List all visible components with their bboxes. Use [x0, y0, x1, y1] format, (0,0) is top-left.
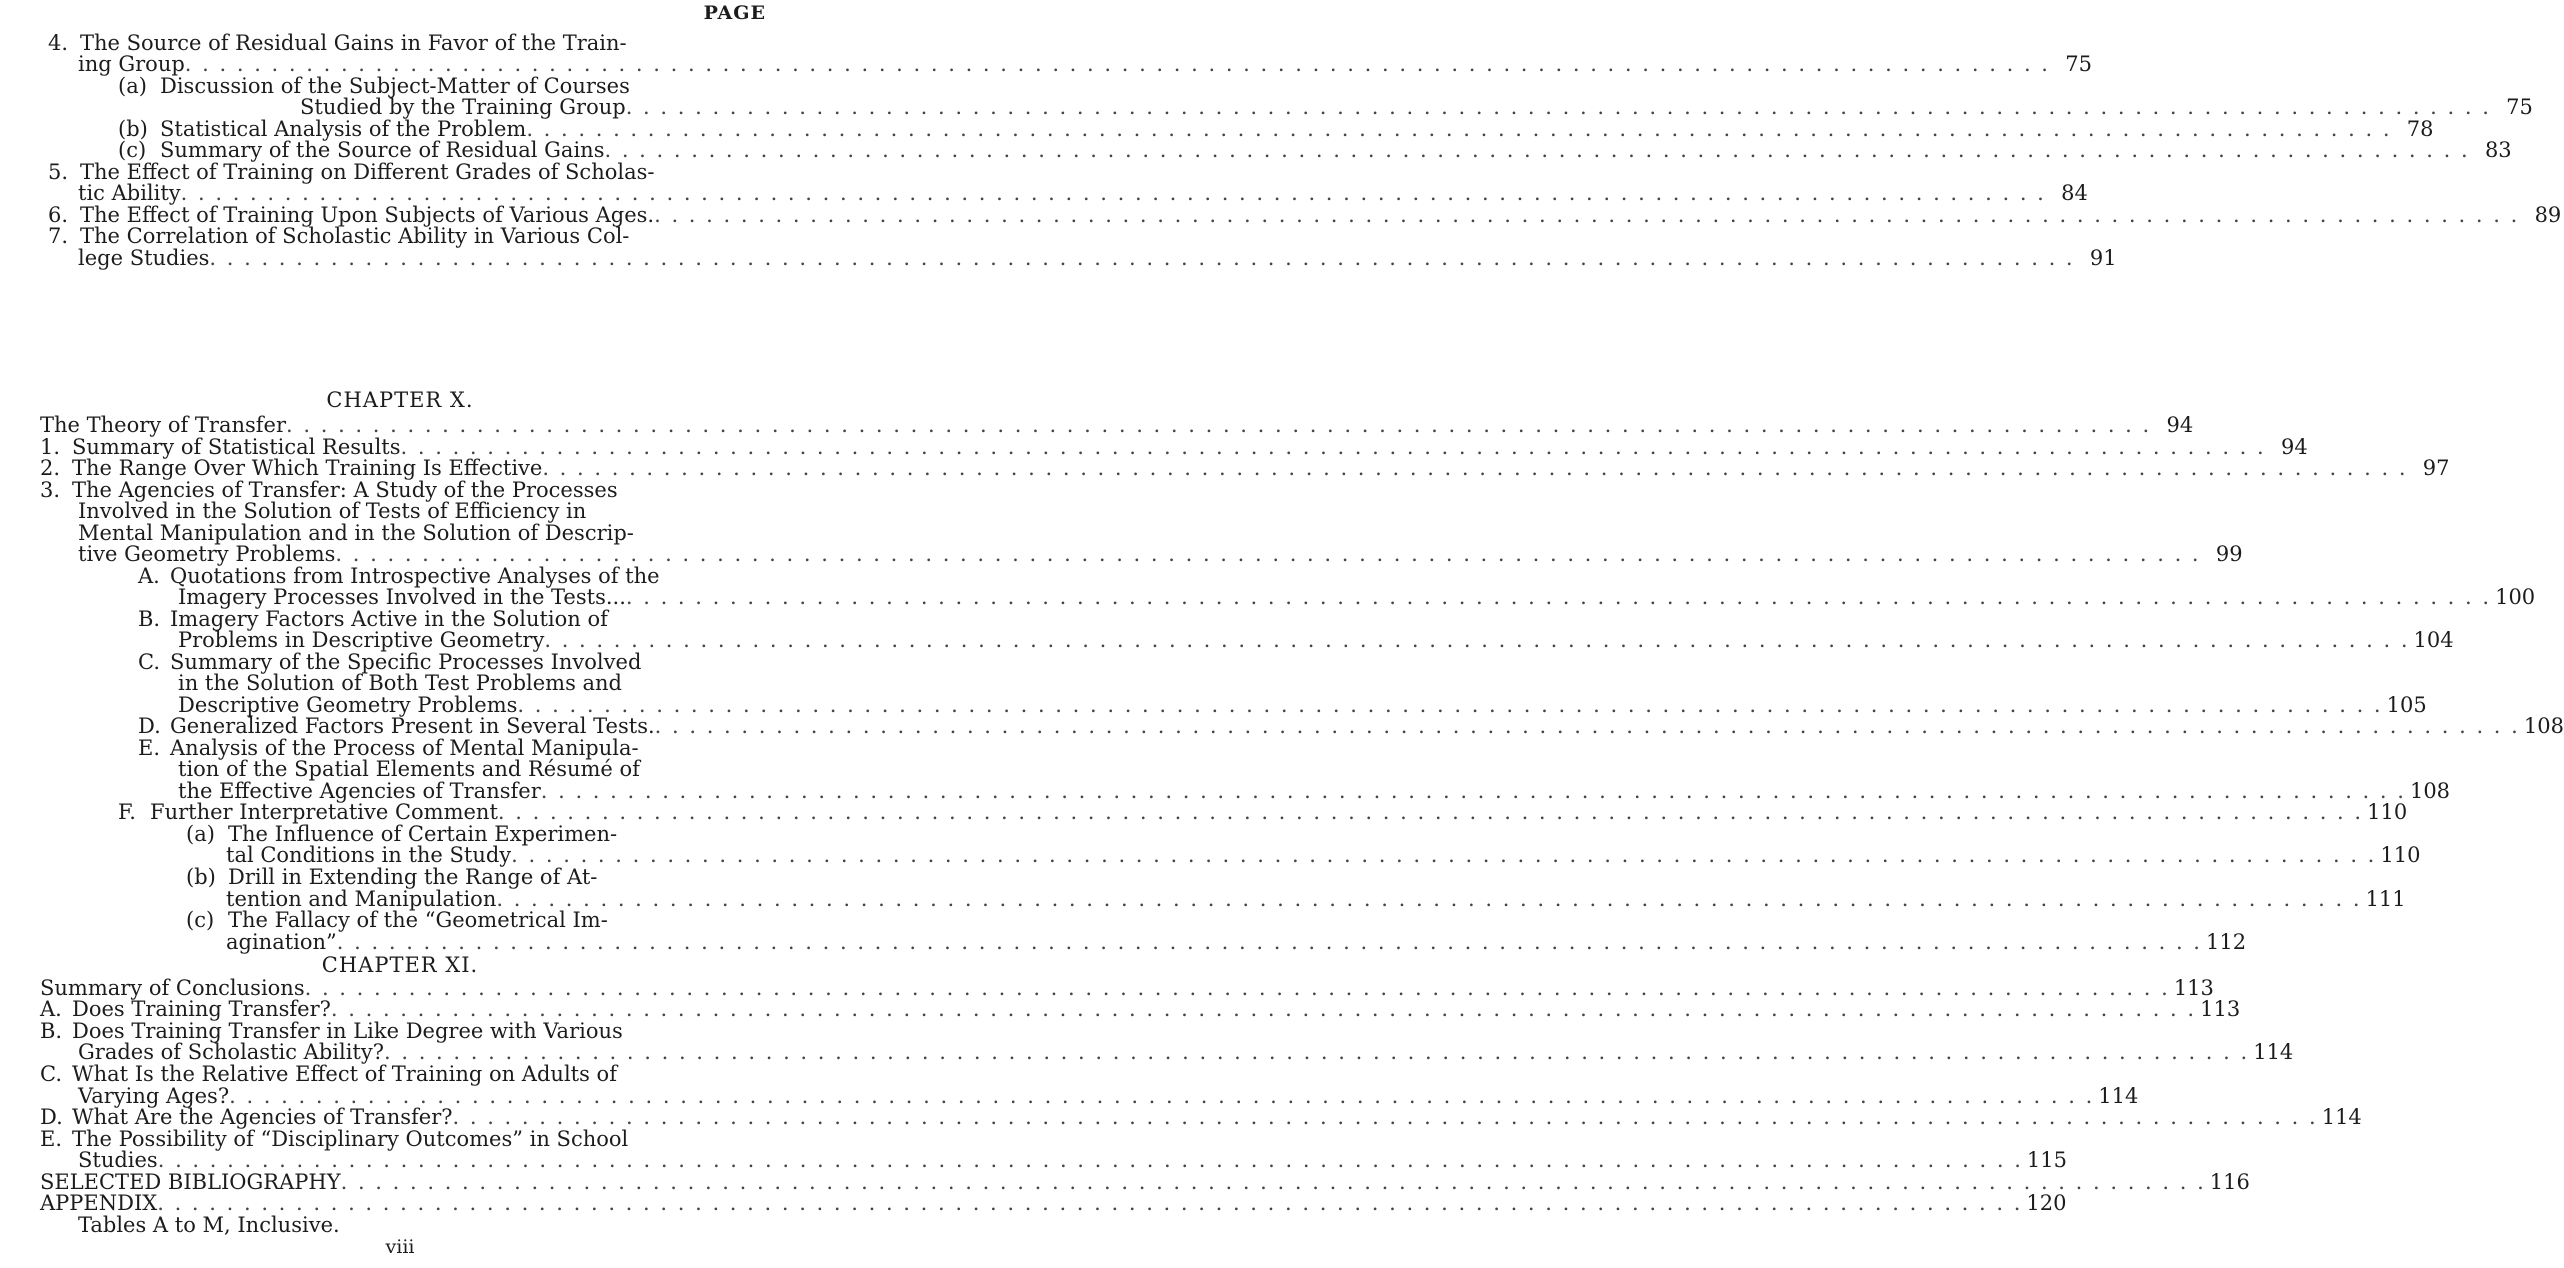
toc-entry-title: What Are the Agencies of Transfer?: [72, 1105, 453, 1129]
toc-entry-title: Studies: [78, 1148, 158, 1172]
toc-entry-marker: A.: [40, 997, 62, 1021]
toc-page-number: 114: [2321, 1105, 2362, 1129]
toc-entry-title: Problems in Descriptive Geometry: [178, 628, 545, 652]
dot-leader: [626, 584, 2491, 611]
toc-page-number: 111: [2365, 887, 2406, 911]
toc-page-number: 113: [2200, 997, 2241, 1021]
dot-leader: [655, 713, 2520, 740]
toc-entry-marker: D.: [138, 714, 161, 738]
toc-entry-title: The Theory of Transfer: [40, 413, 287, 437]
toc-entry-title: Tables A to M, Inclusive.: [78, 1213, 340, 1237]
toc-page-number: 120: [2026, 1191, 2067, 1215]
toc-page-number: 100: [2495, 585, 2536, 609]
toc-page-number: 75: [2065, 52, 2092, 76]
page-column-heading: PAGE: [703, 2, 766, 24]
toc-entry-title: Does Training Transfer in Like Degree with Various: [72, 1019, 623, 1043]
toc-entry-text: [78, 1212, 772, 1239]
toc-entry-title: Summary of Statistical Results: [72, 435, 401, 459]
dot-leader: [544, 627, 2409, 654]
toc-entry-title: The Correlation of Scholastic Ability in Various Col-: [80, 224, 630, 248]
toc-entry-title: Studied by the Training Group: [300, 95, 626, 119]
dot-leader: [498, 799, 2363, 826]
toc-entry-marker: 4.: [48, 31, 69, 55]
toc-entry-marker: B.: [138, 607, 161, 631]
dot-leader: [511, 842, 2376, 869]
toc-page-number: 108: [2409, 779, 2451, 803]
toc-page-number: 113: [2173, 976, 2214, 1000]
toc-page-number: 94: [2166, 413, 2194, 437]
toc-page-number: 110: [2367, 800, 2408, 824]
toc-page-number: 97: [2422, 456, 2450, 480]
toc-entry-title: Further Interpretative Comment: [150, 800, 498, 824]
toc-entry-title: Grades of Scholastic Ability?: [78, 1040, 384, 1064]
toc-page-number: 83: [2484, 138, 2512, 162]
toc-entry-title: Summary of the Specific Processes Involved: [170, 650, 642, 674]
toc-entry-title: Varying Ages?: [78, 1084, 230, 1108]
toc-entry-title: Mental Manipulation and in the Solution of Descrip-: [78, 521, 634, 545]
toc-entry: [78, 245, 2117, 272]
toc-entry-marker: (c): [118, 138, 147, 162]
toc-entry-title: Does Training Transfer?: [72, 997, 331, 1021]
toc-page-number: 116: [2209, 1170, 2250, 1194]
dot-leader: [209, 245, 2074, 272]
toc-entry-title: Imagery Factors Active in the Solution of: [170, 607, 608, 631]
toc-entry-title: the Effective Agencies of Transfer: [178, 779, 541, 803]
toc-page-number: 108: [2523, 714, 2564, 738]
toc-entry-title: Generalized Factors Present in Several Tests.: [170, 714, 655, 738]
toc-entry-marker: E.: [40, 1127, 63, 1151]
toc-page-number: 94: [2280, 435, 2308, 459]
toc-entry-title: The Source of Residual Gains in Favor of the Train-: [80, 31, 627, 55]
toc-entry-title: APPENDIX: [40, 1191, 158, 1215]
toc-entry-marker: A.: [138, 564, 160, 588]
toc-entry-marker: C.: [138, 650, 160, 674]
dot-leader: [542, 455, 2407, 482]
toc-entry-title: tive Geometry Problems: [78, 542, 336, 566]
toc-page-number: 99: [2215, 542, 2243, 566]
toc-entry-title: The Fallacy of the “Geometrical Im-: [228, 908, 608, 932]
dot-leader: [604, 137, 2469, 164]
toc-entry-title: Descriptive Geometry Problems: [178, 693, 518, 717]
toc-entry-title: Drill in Extending the Range of At-: [228, 865, 598, 889]
toc-entry-marker: (a): [186, 822, 215, 846]
toc-entry-marker: B.: [40, 1019, 63, 1043]
toc-page-number: 114: [2098, 1084, 2139, 1108]
toc-page-number: 78: [2406, 117, 2434, 141]
toc-page-number: 105: [2386, 693, 2427, 717]
toc-entry-title: The Range Over Which Training Is Effective: [72, 456, 543, 480]
toc-entry-marker: 2.: [40, 456, 61, 480]
toc-entry-title: tal Conditions in the Study: [226, 843, 512, 867]
toc-entry-title: Summary of the Source of Residual Gains: [160, 138, 605, 162]
toc-entry-marker: 5.: [48, 160, 69, 184]
toc-entry-marker: E.: [138, 736, 161, 760]
toc-entry-title: tion of the Spatial Elements and Résumé of: [178, 757, 640, 781]
toc-entry-marker: F.: [118, 800, 136, 824]
toc-entry-text: [78, 245, 209, 272]
chapter-heading-xi: CHAPTER XI.: [321, 953, 479, 977]
toc-entry-marker: (c): [186, 908, 215, 932]
toc-entry-title: Imagery Processes Involved in the Tests...: [178, 585, 626, 609]
dot-leader: [496, 886, 2361, 913]
toc-entry-title: Involved in the Solution of Tests of Efficiency in: [78, 499, 587, 523]
toc-entry-title: Statistical Analysis of the Problem: [160, 117, 527, 141]
toc-entry-title: Summary of Conclusions: [40, 976, 305, 1000]
toc-entry: [78, 1212, 772, 1239]
toc-entry-title: The Agencies of Transfer: A Study of the Processes: [72, 478, 618, 502]
toc-entry-title: What Is the Relative Effect of Training on Adults of: [72, 1062, 617, 1086]
toc-entry-title: Analysis of the Process of Mental Manipula-: [170, 736, 639, 760]
toc-entry-marker: D.: [40, 1105, 63, 1129]
toc-page-number: 110: [2380, 843, 2421, 867]
toc-page-number: 91: [2089, 246, 2117, 270]
toc-entry-marker: 3.: [40, 478, 61, 502]
toc-entry-title: agination”: [226, 930, 337, 954]
toc-entry-title: Quotations from Introspective Analyses of the: [170, 564, 660, 588]
dot-leader: [654, 202, 2519, 229]
toc-page-number: 104: [2413, 628, 2454, 652]
chapter-heading-x: CHAPTER X.: [326, 388, 474, 412]
toc-entry-marker: 1.: [40, 435, 61, 459]
toc-entry-title: lege Studies: [78, 246, 210, 270]
toc-entry-marker: 7.: [48, 224, 69, 248]
toc-entry-marker: (a): [118, 74, 147, 98]
toc-entry-title: The Possibility of “Disciplinary Outcomes” in School: [72, 1127, 629, 1151]
toc-entry-marker: (b): [186, 865, 216, 889]
toc-entry-title: The Effect of Training on Different Grades of Scholas-: [80, 160, 655, 184]
toc-entry-marker: C.: [40, 1062, 62, 1086]
page-number: viii: [385, 1236, 415, 1258]
toc-entry-marker: (b): [118, 117, 148, 141]
toc-entry-title: in the Solution of Both Test Problems and: [178, 671, 623, 695]
toc-entry-title: tic Ability: [78, 181, 181, 205]
toc-entry-marker: 6.: [48, 203, 69, 227]
toc-page-number: 89: [2534, 203, 2562, 227]
toc-entry-title: ing Group: [78, 52, 185, 76]
toc-page-number: 114: [2253, 1040, 2294, 1064]
toc-entry-title: The Effect of Training Upon Subjects of Various Ages.: [80, 203, 655, 227]
toc-page-number: 112: [2206, 930, 2247, 954]
toc-entry-title: The Influence of Certain Experimen-: [228, 822, 618, 846]
toc-page-number: 84: [2061, 181, 2088, 205]
toc-page-number: 75: [2506, 95, 2533, 119]
toc-entry-title: SELECTED BIBLIOGRAPHY: [40, 1170, 341, 1194]
toc-entry-title: tention and Manipulation: [226, 887, 497, 911]
toc-entry-title: Discussion of the Subject-Matter of Courses: [160, 74, 630, 98]
toc-page-number: 115: [2026, 1148, 2068, 1172]
